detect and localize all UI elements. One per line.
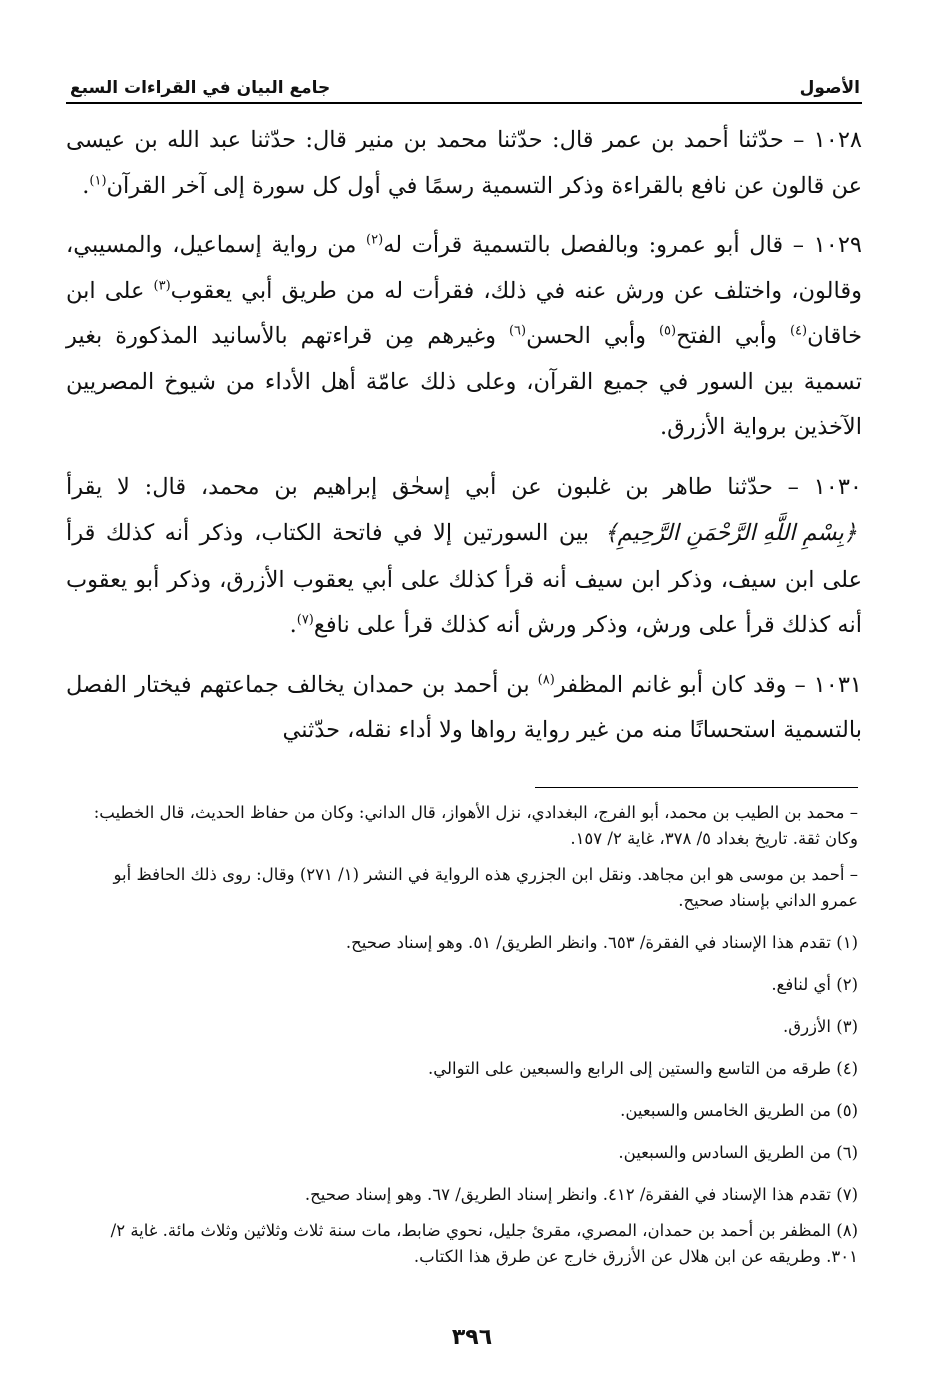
footnote-continuation: – محمد بن الطيب بن محمد، أبو الفرج، البغدادي، نزل الأهواز، قال الداني: وكان من حفاظ الحديث، قال الخطيب: وكان ثقة. تاريخ بغداد ٥/ ٣٧٨، غاية ٢/ ١٥٧. [93,803,858,848]
footnote-ref[interactable]: (٧) [296,612,314,628]
paragraph-text: ١٠٣١ – وقد كان أبو غانم المظفر [554,671,862,698]
basmala-quote: ﴿بِسْمِ اللَّهِ الرَّحْمَنِ الرَّحِيمِ﴾ [604,520,857,546]
footnote-continuation: – أحمد بن موسى هو ابن مجاهد. ونقل ابن الجزري هذه الرواية في النشر (١/ ٢٧١) وقال: روى ذلك الحافظ أبو عمرو الداني بإسناد صحيح. [113,865,858,910]
paragraph-text: وغيرهم مِن قراءتهم بالأسانيد المذكورة بغير تسمية بين السور في جميع القرآن، وعلى ذلك عامّة أهل الأداء من شيوخ المصريين الآخذين برواية الأزرق. [66,323,862,440]
running-header [70,62,860,98]
page-number: ٣٩٦ [451,1325,493,1350]
section-title: الأصول [799,78,860,98]
header-divider [66,102,862,104]
paragraph-end: . [289,612,297,638]
paragraph-1028 [66,118,862,209]
paragraph-text: من رواية إسماعيل، والمسيبي، وقالون، واختلف عن ورش عنه في ذلك، فقرأت له من طريق أبي يعقوب [66,232,863,304]
footnote-ref[interactable]: (٤) [789,323,808,339]
paragraph-text: ١٠٢٩ – قال أبو عمرو: وبالفصل بالتسمية قرأت له [383,232,862,258]
footnote-8: (٨) المظفر بن أحمد بن حمدان، المصري، مقرئ جليل، نحوي ضابط، مات سنة ثلاث وثلاثين وثلاث مائة. غاية ٢/ ٣٠١. وطريقه عن ابن هلال عن الأزرق خارج عن طرق هذا الكتاب. [110,1221,858,1266]
footnote-ref[interactable]: (٨) [537,672,555,687]
paragraph-text: ١٠٣٠ – حدّثنا طاهر بن غلبون عن أبي إسحٰق إبراهيم بن محمد، قال: لا يقرأ [66,473,862,500]
paragraph-end: . [82,172,90,199]
footnote-7: (٧) تقدم هذا الإسناد في الفقرة/ ٤١٢. وانظر إسناد الطريق/ ٦٧. وهو إسناد صحيح. [304,1185,858,1204]
footnote-ref[interactable]: (٦) [508,323,527,339]
paragraph-text: وأبي الفتح [676,323,790,349]
paragraph-text: بن أحمد بن حمدان يخالف جماعتهم فيختار الفصل بالتسمية استحسانًا منه من غير رواية رواها ولا أداء نقله، حدّثني [66,671,862,743]
footnote-ref[interactable]: (٥) [658,323,677,339]
footnotes [74,800,858,1286]
footnote-ref[interactable]: (١) [89,173,107,188]
footnote-1: (١) تقدم هذا الإسناد في الفقرة/ ٦٥٣. وانظر الطريق/ ٥١. وهو إسناد صحيح. [345,933,858,952]
main-text [66,118,862,768]
paragraph-text: على ابن خاقان [66,277,862,349]
paragraph-1030 [66,465,862,649]
paragraph-text: ١٠٢٨ – حدّثنا أحمد بن عمر قال: حدّثنا محمد بن منير قال: حدّثنا عبد الله بن عيسى عن قالون عن نافع بالقراءة وذكر التسمية رسمًا في أول كل سورة إلى آخر القرآن [66,127,862,199]
paragraph-text: وأبي الحسن [526,323,659,349]
footnote-2: (٢) أي لنافع. [771,975,858,994]
paragraph-text: بين السورتين إلا في فاتحة الكتاب، وذكر أنه كذلك قرأ على ابن سيف، وذكر ابن سيف أنه قرأ كذلك على أبي يعقوب الأزرق، وذكر أبو يعقوب أنه كذلك قرأ على ورش، وذكر ورش أنه كذلك قرأ على نافع [66,520,862,638]
footnote-3: (٣) الأزرق. [783,1017,858,1036]
footnote-6: (٦) من الطريق السادس والسبعين. [618,1143,858,1162]
footnote-ref[interactable]: (٢) [366,232,384,248]
paragraph-1031 [66,663,862,754]
paragraph-1029 [66,223,862,451]
footnote-ref[interactable]: (٣) [153,278,171,293]
footnote-4: (٤) طرقه من التاسع والستين إلى الرابع والسبعين على التوالي. [428,1059,858,1078]
book-title: جامع البيان في القراءات السبع [70,78,331,98]
footnote-divider [535,787,858,788]
footnote-5: (٥) من الطريق الخامس والسبعين. [620,1101,858,1120]
